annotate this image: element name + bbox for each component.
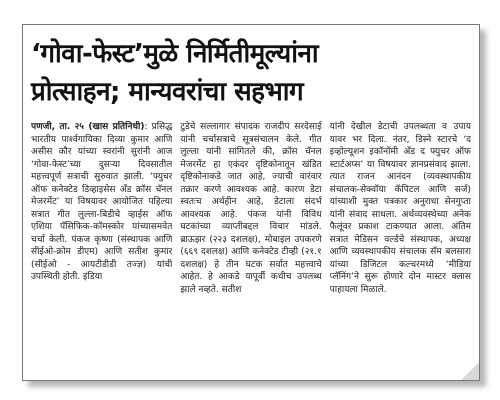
column-1-text: : प्रसिद्ध भारतीय पार्श्वगायिका दिव्या कुमार आणि असीस कौर यांच्या स्वरांनी सुरांनी आज ‘गोवा-फेस्ट’च्या दुसऱ्या दिवसातील महत्त्वपूर्ण सत्राची सुरुवात झाली. ‘फ्युचर ऑफ कनेक्टेड डिव्हाइसेस अँड क्रॉस चॅनल मेजरमेंट’ या विषयावर आयोजित पहिल्या सत्रात गीत लुल्ला-बिडीचे व्हाईस ऑफ एशिया पॅसिफिक-कॉमस्कोर यांच्यासमवेत चर्चा केली. पंकज कृष्णा (संस्थापक आणि सीईओ-क्रोम डीएम) आणि सतीश कुमार (सीईओ - आयटीडीडी तज्ज्ञ) यांची उपस्थिती होती. इंडिया bbox=[31, 122, 173, 282]
headline-line-1: ‘गोवा-फेस्ट’मुळे निर्मितीमूल्यांना bbox=[31, 39, 319, 69]
article-headline bbox=[31, 35, 471, 111]
article-column-1 bbox=[31, 121, 172, 371]
column-3-text: यांनी देखील डेटाची उपलब्धता व उपाय यावर भर दिला. नंतर, डिस्ने स्टारचे ‘द इव्होल्यूशन इकॉनॉमी अँड द फ्युचर ऑफ स्टार्टअप्स’ या विषयावर ज्ञानप्रसंवाद झाला. त्यात राजन आनंदन (व्यवस्थापकीय संचालक-सेक्वॉया कॅपिटल आणि सर्ज) यांच्याशी मुक्त पत्रकार अनुराधा सेनगुप्ता यांनी संवाद साधला. अर्थव्यवस्थेच्या अनेक फैलूंवर प्रकाश टाकण्यात आला. अंतिम सत्रात मेडिसन वर्ल्डचे संस्थापक, अध्यक्ष आणि व्यवस्थापकीय संचालक सॅम बलसारा यांच्या डिजिटल कल्चरमध्ये ‘मीडिया प्लॅनिंग’ने सुरू होणारे दोन मास्टर क्लास पाहायला मिळाले. bbox=[329, 122, 471, 295]
headline-line-2: प्रोत्साहन; मान्यवरांचा सहभाग bbox=[31, 77, 304, 107]
article-column-3 bbox=[330, 121, 471, 371]
article-column-2 bbox=[180, 121, 321, 371]
article-body bbox=[31, 121, 471, 371]
column-2-text: टुडेचे सल्लागार संपादक राजदीप सरदेसाई यांनी चर्चासत्राचे सूत्रसंचालन केले. गीत लुल्ला यांनी सांगितले की, क्रॉस चॅनल मेजरमेंट हा एकंदर दृष्टिकोनातून खंडित दृष्टिकोनाकडे जात आहे, ज्याची वारंवार तक्रार करणे आवश्यक आहे. कारण डेटा स्वतःच अर्थहीन आहे, डेटाला संदर्भ आवश्यक आहे. पंकज यांनी विविध घटकांच्या व्याप्तीबद्दल विचार मांडले. ब्राऊझर (२२३ दशलक्ष), मोबाइल उपकरणे (६६९ दशलक्ष) आणि कनेक्टेड टीव्ही (२१.१ दशलक्ष) हे तीन घटक सर्वात महत्त्वाचे आहेत. हे आकडे यापूर्वी कधीच उपलब्ध झाले नव्हते. सतीश bbox=[180, 122, 322, 295]
dateline: पणजी, ता. २५ (खास प्रतिनिधी) bbox=[31, 122, 145, 132]
newspaper-clipping bbox=[22, 24, 480, 381]
